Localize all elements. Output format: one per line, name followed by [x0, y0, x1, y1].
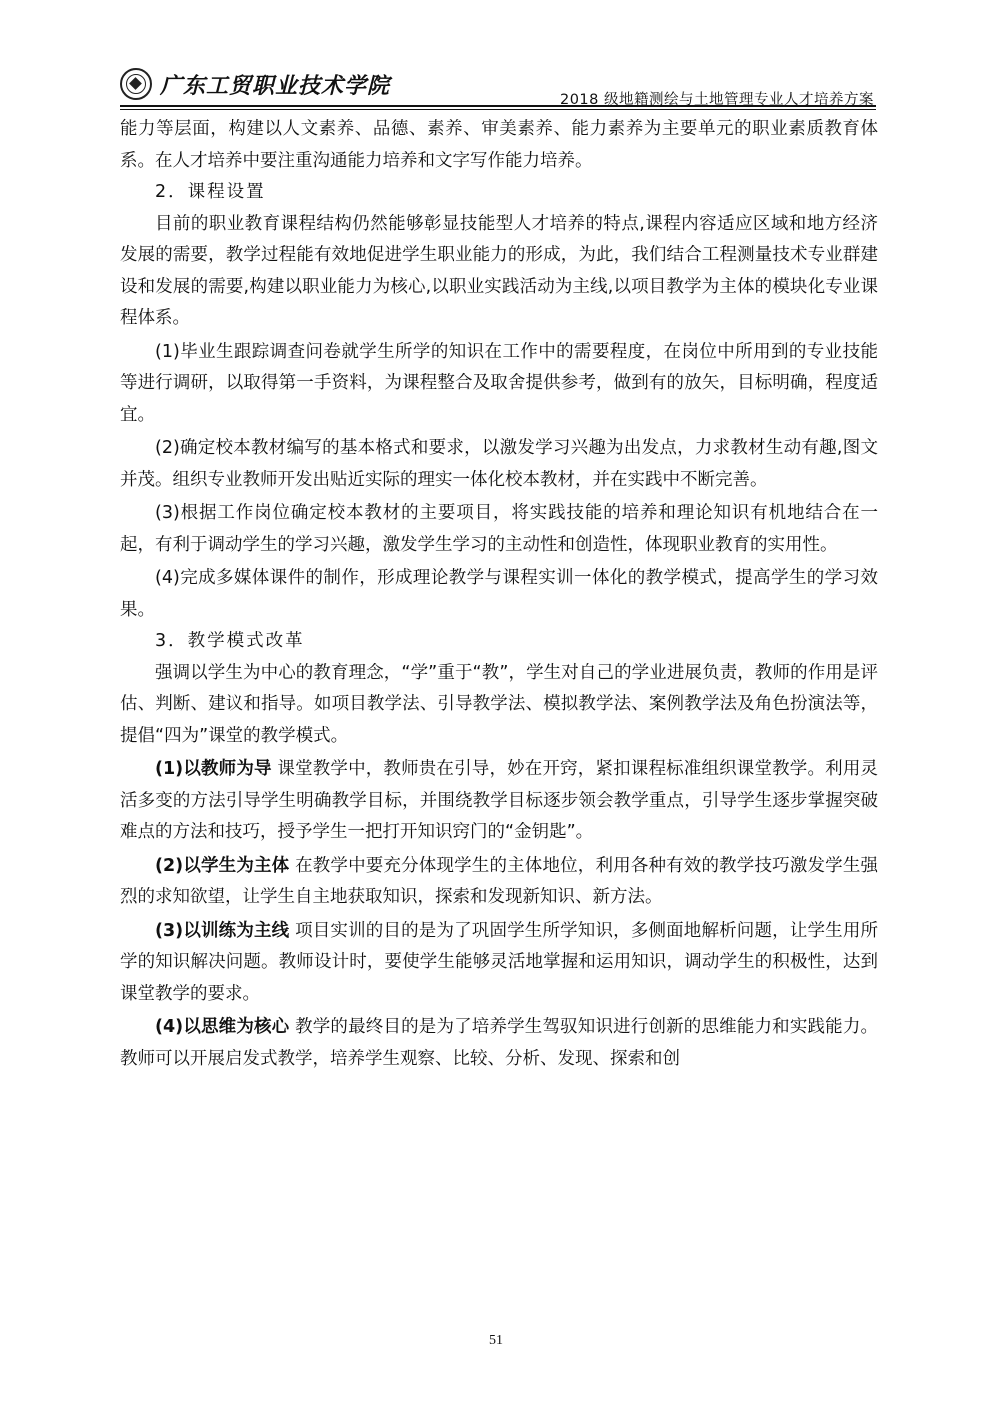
mode-lead-3: (3)以训练为主线	[155, 920, 290, 941]
section-heading-teaching-reform: 3．教学模式改革	[155, 631, 305, 651]
paragraph-teaching-concept: 强调以学生为中心的教育理念，“学”重于“教”，学生对自己的学业进展负责，教师的作用是评估、判断、建议和指导。如项目教学法、引导教学法、模拟教学法、案例教学法及角色扮演法等，提倡“四为”课堂的教学模式。	[120, 662, 878, 746]
list-item-4: (4)完成多媒体课件的制作，形成理论教学与课程实训一体化的教学模式，提高学生的学习效果。	[120, 568, 878, 620]
list-item-1: (1)毕业生跟踪调查问卷就学生所学的知识在工作中的需要程度，在岗位中所用到的专业技能等进行调研，以取得第一手资料，为课程整合及取舍提供参考，做到有的放矢，目标明确，程度适宜。	[120, 341, 878, 425]
mode-lead-2: (2)以学生为主体	[155, 855, 290, 876]
section-heading-course-setup: 2．课程设置	[155, 182, 266, 202]
header-rule-thick	[120, 105, 876, 107]
mode-item-training-mainline	[120, 916, 878, 1011]
mode-text-2: 在教学中要充分体现学生的主体地位，利用各种有效的教学技巧激发学生强烈的求知欲望，让学生自主地获取知识，探索和发现新知识、新方法。	[120, 855, 878, 907]
mode-text-3: 项目实训的目的是为了巩固学生所学知识，多侧面地解析问题，让学生用所学的知识解决问题。教师设计时，要使学生能够灵活地掌握和运用知识，调动学生的积极性，达到课堂教学的要求。	[120, 920, 878, 1004]
paragraph-continued: 能力等层面，构建以人文素养、品德、素养、审美素养、能力素养为主要单元的职业素质教育体系。在人才培养中要注重沟通能力培养和文字写作能力培养。	[120, 119, 878, 171]
mode-item-thinking-core	[120, 1012, 878, 1075]
mode-text-1: 课堂教学中，教师贵在引导，妙在开窍，紧扣课程标准组织课堂教学。利用灵活多变的方法引导学生明确教学目标，并围绕教学目标逐步领会教学重点，引导学生逐步掌握突破难点的方法和技巧，授予学生一把打开知识窍门的“金钥匙”。	[120, 759, 878, 842]
list-item-3: (3)根据工作岗位确定校本教材的主要项目，将实践技能的培养和理论知识有机地结合在一起，有利于调动学生的学习兴趣，激发学生学习的主动性和创造性，体现职业教育的实用性。	[120, 503, 878, 555]
page-header	[120, 64, 876, 108]
mode-lead-4: (4)以思维为核心	[155, 1017, 290, 1037]
document-title: 2018 级地籍测绘与土地管理专业人才培养方案	[559, 92, 874, 108]
header-rule-thin	[120, 109, 876, 110]
page-number: 51	[489, 1333, 503, 1348]
school-emblem-icon	[120, 68, 152, 100]
mode-text-4: 教学的最终目的是为了培养学生驾驭知识进行创新的思维能力和实践能力。教师可以开展启发式教学，培养学生观察、比较、分析、发现、探索和创	[120, 1017, 878, 1069]
school-name: 广东工贸职业技术学院	[160, 72, 391, 99]
mode-lead-1: (1)以教师为导	[155, 759, 272, 779]
mode-item-student-subject	[120, 851, 878, 914]
mode-item-teacher-guide	[120, 754, 878, 849]
document-body	[120, 114, 878, 1075]
school-logo	[120, 64, 390, 104]
paragraph-course-structure: 目前的职业教育课程结构仍然能够彰显技能型人才培养的特点,课程内容适应区域和地方经济发展的需要，教学过程能有效地促进学生职业能力的形成，为此，我们结合工程测量技术专业群建设和发展的需要,构建以职业能力为核心,以职业实践活动为主线,以项目教学为主体的模块化专业课程体系。	[120, 213, 878, 328]
list-item-2: (2)确定校本教材编写的基本格式和要求，以激发学习兴趣为出发点，力求教材生动有趣,图文并茂。组织专业教师开发出贴近实际的理实一体化校本教材，并在实践中不断完善。	[120, 438, 878, 490]
